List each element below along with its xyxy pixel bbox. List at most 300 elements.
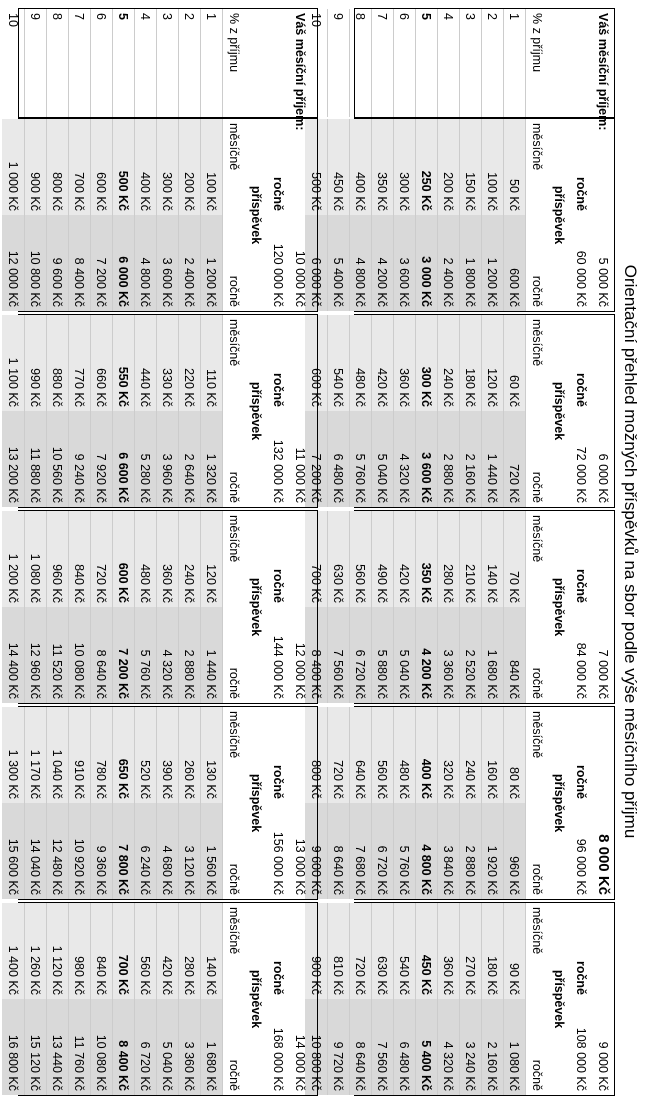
income-value-text: 6 000 Kč [596,453,610,503]
contribution-header [245,315,267,507]
income-value [289,315,311,507]
yearly-header: ročně [530,275,544,307]
monthly-contribution: 420 Kč [371,315,393,411]
data-row [415,119,438,311]
yearly-header: ročně [227,667,241,699]
data-row [327,315,350,507]
monthly-contribution: 250 Kč [415,119,437,215]
monthly-contribution: 1 120 Kč [46,903,68,999]
monthly-contribution: 990 Kč [24,315,46,411]
yearly-contribution: 6 480 Kč [327,411,349,507]
contribution-header [245,511,267,703]
lower-percent-row: 10 [2,9,25,117]
income-value-text: 13 000 Kč [293,838,307,895]
income-value [289,511,311,703]
yearly-contribution: 5 760 Kč [349,411,371,507]
contribution-header [548,707,570,899]
income-value-text: 11 000 Kč [293,447,307,503]
annual-label: ročně [271,372,285,407]
yearly-contribution: 3 360 Kč [178,999,200,1095]
yearly-contribution: 3 360 Kč [437,607,459,703]
yearly-contribution: 8 400 Kč [68,215,90,311]
data-row [481,707,504,899]
annual-value: 96 000 Kč [574,838,588,895]
monthly-contribution: 1 200 Kč [2,511,24,607]
yearly-contribution: 13 200 Kč [2,411,24,507]
yearly-contribution: 8 640 Kč [327,803,349,899]
monthly-header: měsíčně [530,711,544,759]
data-row [24,511,47,703]
contribution-label: příspěvek [552,381,566,441]
income-value-text: 8 000 Kč [595,834,612,895]
data-row [349,119,372,311]
yearly-contribution: 16 800 Kč [2,999,24,1095]
upper-income-label: Váš měsíční příjem: [596,13,610,131]
monthly-contribution: 800 Kč [305,707,327,803]
yearly-contribution: 5 760 Kč [393,803,415,899]
annual-income [267,119,289,311]
yearly-header: ročně [530,667,544,699]
upper-income-block [309,706,615,900]
data-row [200,315,223,507]
income-value [289,903,311,1095]
lower-income-block [6,706,318,900]
monthly-contribution: 720 Kč [327,707,349,803]
yearly-contribution: 6 720 Kč [134,999,156,1095]
yearly-contribution: 12 480 Kč [46,803,68,899]
yearly-contribution: 6 600 Kč [112,411,134,507]
data-row [134,511,157,703]
contribution-header [548,315,570,507]
monthly-contribution: 600 Kč [112,511,134,607]
monthly-contribution: 720 Kč [90,511,112,607]
data-row [393,315,416,507]
yearly-header: ročně [227,1059,241,1091]
monthly-contribution: 650 Kč [112,707,134,803]
data-row [459,315,482,507]
data-row [393,707,416,899]
yearly-contribution: 2 640 Kč [178,411,200,507]
income-value-text: 10 000 Kč [293,250,307,307]
contribution-label: příspěvek [552,185,566,245]
yearly-header: ročně [227,863,241,895]
monthly-contribution: 240 Kč [178,511,200,607]
data-row [437,511,460,703]
data-row [112,511,135,703]
data-row [90,707,113,899]
lower-percent-row: 1 [200,9,223,117]
upper-percent-row: 6 [393,9,416,117]
data-row [437,119,460,311]
page-title: Orientační přehled možných příspěvků na sbor podle výše měsíčního příjmu [621,264,640,839]
data-row [327,707,350,899]
data-row [46,707,69,899]
monthly-contribution: 840 Kč [90,903,112,999]
contribution-label: příspěvek [249,577,263,637]
yearly-contribution: 3 960 Kč [156,411,178,507]
monthly-contribution: 120 Kč [481,315,503,411]
yearly-contribution: 6 000 Kč [112,215,134,311]
upper-percent-row: 2 [481,9,504,117]
upper-label-column [309,8,615,131]
monthly-contribution: 540 Kč [327,315,349,411]
monthly-contribution: 60 Kč [503,315,525,411]
data-row [156,707,179,899]
yearly-contribution: 720 Kč [503,411,525,507]
monthly-contribution: 880 Kč [46,315,68,411]
data-row [371,707,394,899]
yearly-contribution: 14 040 Kč [24,803,46,899]
annual-label: ročně [574,960,588,995]
lower-percent-row: 3 [156,9,179,117]
data-row [24,119,47,311]
monthly-contribution: 1 100 Kč [2,315,24,411]
lower-income-block [6,510,318,704]
yearly-contribution: 10 080 Kč [68,607,90,703]
monthly-contribution: 480 Kč [349,315,371,411]
monthly-contribution: 660 Kč [90,315,112,411]
data-row [24,707,47,899]
monthly-contribution: 130 Kč [200,707,222,803]
monthly-contribution: 450 Kč [327,119,349,215]
data-row [415,511,438,703]
monthly-contribution: 560 Kč [371,707,393,803]
monthly-header: měsíčně [530,319,544,367]
data-row [200,511,223,703]
monthly-contribution: 350 Kč [415,511,437,607]
upper-income-block [309,118,615,312]
yearly-contribution: 9 360 Kč [90,803,112,899]
yearly-contribution: 4 800 Kč [134,215,156,311]
yearly-contribution: 10 920 Kč [68,803,90,899]
upper-percent-row: 3 [459,9,482,117]
monthly-header: měsíčně [227,907,241,955]
monthly-contribution: 160 Kč [481,707,503,803]
annual-income [267,511,289,703]
upper-percent-row: 7 [371,9,394,117]
monthly-contribution: 320 Kč [437,707,459,803]
monthly-contribution: 700 Kč [68,119,90,215]
yearly-contribution: 7 560 Kč [371,999,393,1095]
data-row [68,707,91,899]
monthly-contribution: 300 Kč [393,119,415,215]
yearly-contribution: 11 760 Kč [68,999,90,1095]
contribution-label: příspěvek [249,381,263,441]
data-row [200,119,223,311]
upper-income-block [309,510,615,704]
data-row [503,903,526,1095]
yearly-contribution: 12 960 Kč [24,607,46,703]
monthly-contribution: 550 Kč [112,315,134,411]
data-row [68,903,91,1095]
income-value-text: 5 000 Kč [596,257,610,307]
monthly-contribution: 400 Kč [134,119,156,215]
data-row [459,119,482,311]
monthly-contribution: 1 000 Kč [2,119,24,215]
lower-table [6,8,318,1098]
monthly-contribution: 800 Kč [46,119,68,215]
column-header [222,315,245,507]
yearly-contribution: 4 320 Kč [156,607,178,703]
annual-income [267,903,289,1095]
monthly-contribution: 270 Kč [459,903,481,999]
upper-income-block [309,902,615,1096]
monthly-contribution: 360 Kč [156,511,178,607]
monthly-header: měsíčně [227,123,241,171]
data-row [371,903,394,1095]
data-row [134,707,157,899]
monthly-contribution: 480 Kč [134,511,156,607]
upper-percent-label: % z příjmu [525,9,548,117]
yearly-contribution: 6 000 Kč [305,215,327,311]
income-value-text: 9 000 Kč [596,1041,610,1091]
monthly-contribution: 110 Kč [200,315,222,411]
yearly-contribution: 8 640 Kč [90,607,112,703]
monthly-contribution: 330 Kč [156,315,178,411]
monthly-contribution: 450 Kč [415,903,437,999]
income-value-text: 14 000 Kč [293,1034,307,1091]
monthly-header: měsíčně [530,123,544,171]
monthly-contribution: 240 Kč [459,707,481,803]
monthly-contribution: 90 Kč [503,903,525,999]
lower-income-label: Váš měsíční příjem: [293,13,307,131]
lower-percent-row: 9 [24,9,47,117]
lower-income-block [6,118,318,312]
yearly-contribution: 960 Kč [503,803,525,899]
data-row [24,903,47,1095]
income-value [592,707,614,899]
contribution-header [245,707,267,899]
yearly-contribution: 14 400 Kč [2,607,24,703]
upper-percent-row: 10 [305,9,328,117]
column-header [525,119,548,311]
data-row [68,315,91,507]
yearly-contribution: 2 880 Kč [178,607,200,703]
contribution-label: příspěvek [552,969,566,1029]
data-row [459,903,482,1095]
yearly-contribution: 11 520 Kč [46,607,68,703]
annual-label: ročně [271,176,285,211]
annual-label: ročně [574,176,588,211]
yearly-contribution: 8 640 Kč [349,999,371,1095]
monthly-contribution: 480 Kč [393,707,415,803]
yearly-contribution: 9 600 Kč [46,215,68,311]
annual-value: 84 000 Kč [574,642,588,699]
yearly-contribution: 4 200 Kč [415,607,437,703]
data-row [90,119,113,311]
data-row [371,511,394,703]
yearly-contribution: 7 680 Kč [349,803,371,899]
column-header [525,511,548,703]
annual-value: 168 000 Kč [271,1027,285,1091]
contribution-label: příspěvek [552,773,566,833]
column-header [222,707,245,899]
data-row [459,511,482,703]
lower-percent-row: 8 [46,9,69,117]
monthly-contribution: 300 Kč [156,119,178,215]
yearly-contribution: 4 800 Kč [415,803,437,899]
monthly-contribution: 420 Kč [156,903,178,999]
monthly-header: měsíčně [530,907,544,955]
data-row [134,903,157,1095]
data-row [134,315,157,507]
income-value [592,511,614,703]
data-row [437,707,460,899]
yearly-contribution: 7 200 Kč [112,607,134,703]
yearly-contribution: 5 280 Kč [134,411,156,507]
lower-income-block [6,902,318,1096]
monthly-contribution: 540 Kč [393,903,415,999]
lower-percent-row: 4 [134,9,157,117]
yearly-contribution: 6 720 Kč [349,607,371,703]
data-row [415,315,438,507]
data-row [90,315,113,507]
income-value [592,903,614,1095]
monthly-contribution: 140 Kč [481,511,503,607]
data-row [371,119,394,311]
monthly-contribution: 390 Kč [156,707,178,803]
data-row [178,903,201,1095]
monthly-contribution: 210 Kč [459,511,481,607]
yearly-contribution: 840 Kč [503,607,525,703]
yearly-contribution: 7 920 Kč [90,411,112,507]
data-row [156,903,179,1095]
yearly-contribution: 2 400 Kč [178,215,200,311]
monthly-contribution: 560 Kč [134,903,156,999]
column-header [525,315,548,507]
monthly-contribution: 1 040 Kč [46,707,68,803]
lower-percent-row: 7 [68,9,91,117]
data-row [437,903,460,1095]
column-header [222,511,245,703]
income-value [289,119,311,311]
monthly-contribution: 1 080 Kč [24,511,46,607]
yearly-contribution: 1 680 Kč [481,607,503,703]
annual-income [570,707,592,899]
yearly-contribution: 5 040 Kč [156,999,178,1095]
contribution-header [245,119,267,311]
contribution-header [548,511,570,703]
monthly-contribution: 300 Kč [415,315,437,411]
monthly-contribution: 960 Kč [46,511,68,607]
yearly-contribution: 6 240 Kč [134,803,156,899]
yearly-contribution: 7 200 Kč [90,215,112,311]
yearly-header: ročně [530,1059,544,1091]
data-row [481,119,504,311]
data-row [481,315,504,507]
annual-value: 132 000 Kč [271,439,285,503]
upper-percent-row: 4 [437,9,460,117]
annual-value: 72 000 Kč [574,446,588,503]
lower-percent-row: 5 [112,9,135,117]
monthly-contribution: 400 Kč [415,707,437,803]
monthly-contribution: 400 Kč [349,119,371,215]
yearly-contribution: 3 840 Kč [437,803,459,899]
yearly-contribution: 4 680 Kč [156,803,178,899]
yearly-contribution: 13 440 Kč [46,999,68,1095]
monthly-contribution: 720 Kč [349,903,371,999]
yearly-contribution: 3 600 Kč [415,411,437,507]
yearly-contribution: 15 600 Kč [2,803,24,899]
yearly-contribution: 5 040 Kč [393,607,415,703]
yearly-contribution: 2 160 Kč [481,999,503,1095]
contribution-label: příspěvek [552,577,566,637]
yearly-contribution: 1 680 Kč [200,999,222,1095]
monthly-contribution: 240 Kč [437,315,459,411]
data-row [503,119,526,311]
annual-label: ročně [271,960,285,995]
yearly-contribution: 3 120 Kč [178,803,200,899]
data-row [46,119,69,311]
monthly-contribution: 520 Kč [134,707,156,803]
annual-value: 156 000 Kč [271,831,285,895]
data-row [46,315,69,507]
yearly-contribution: 8 400 Kč [112,999,134,1095]
yearly-contribution: 10 800 Kč [24,215,46,311]
data-row [415,707,438,899]
data-row [415,903,438,1095]
yearly-contribution: 1 200 Kč [200,215,222,311]
data-row [178,315,201,507]
data-row [371,315,394,507]
data-row [349,903,372,1095]
monthly-contribution: 640 Kč [349,707,371,803]
monthly-contribution: 220 Kč [178,315,200,411]
monthly-contribution: 140 Kč [200,903,222,999]
income-value [289,707,311,899]
yearly-contribution: 1 440 Kč [481,411,503,507]
annual-income [570,903,592,1095]
yearly-contribution: 1 560 Kč [200,803,222,899]
monthly-contribution: 900 Kč [305,903,327,999]
data-row [503,707,526,899]
monthly-contribution: 150 Kč [459,119,481,215]
data-row [68,511,91,703]
lower-percent-row: 6 [90,9,113,117]
yearly-contribution: 1 080 Kč [503,999,525,1095]
yearly-contribution: 3 600 Kč [156,215,178,311]
monthly-contribution: 50 Kč [503,119,525,215]
data-row [393,119,416,311]
yearly-contribution: 1 200 Kč [481,215,503,311]
yearly-contribution: 5 400 Kč [327,215,349,311]
monthly-contribution: 200 Kč [437,119,459,215]
data-row [178,511,201,703]
yearly-contribution: 4 320 Kč [437,999,459,1095]
monthly-contribution: 780 Kč [90,707,112,803]
monthly-contribution: 350 Kč [371,119,393,215]
annual-value: 144 000 Kč [271,635,285,699]
monthly-contribution: 980 Kč [68,903,90,999]
data-row [178,707,201,899]
monthly-contribution: 200 Kč [178,119,200,215]
yearly-contribution: 1 440 Kč [200,607,222,703]
yearly-contribution: 2 400 Kč [437,215,459,311]
yearly-contribution: 4 800 Kč [349,215,371,311]
income-value [592,119,614,311]
monthly-contribution: 100 Kč [481,119,503,215]
data-row [2,511,25,703]
yearly-contribution: 10 080 Kč [90,999,112,1095]
annual-label: ročně [271,568,285,603]
income-value-text: 12 000 Kč [293,642,307,699]
data-row [327,903,350,1095]
monthly-contribution: 500 Kč [112,119,134,215]
data-row [156,511,179,703]
contribution-label: příspěvek [249,185,263,245]
yearly-contribution: 600 Kč [503,215,525,311]
data-row [481,903,504,1095]
